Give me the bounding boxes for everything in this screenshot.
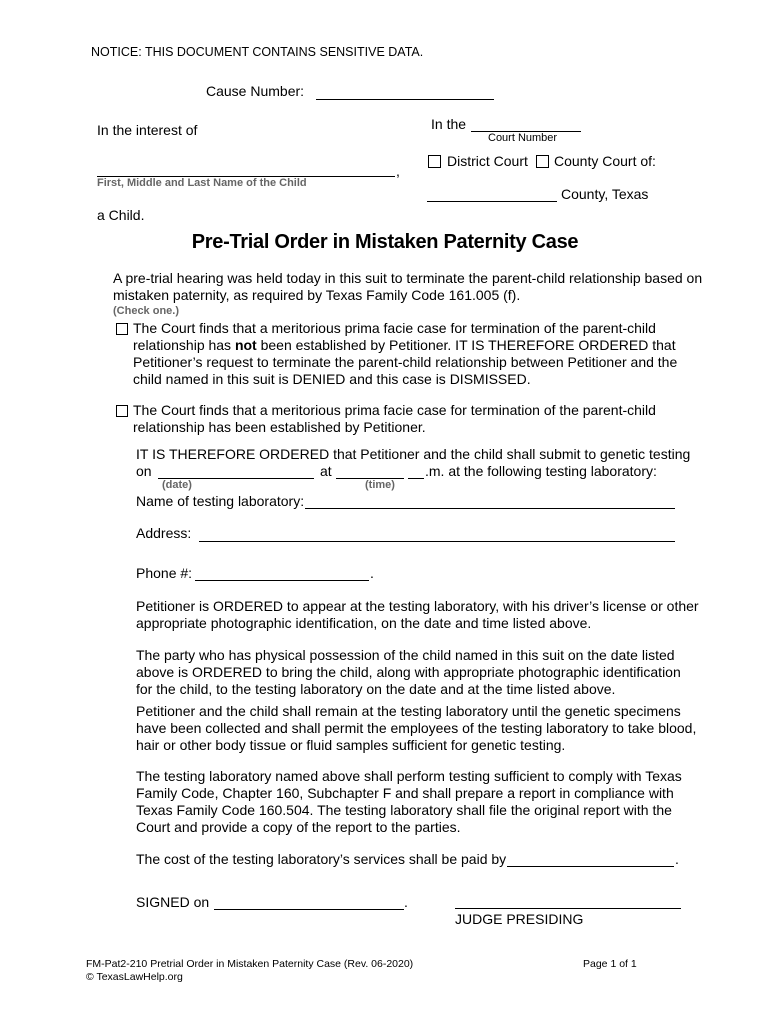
cost-label: The cost of the testing laboratory’s services shall be paid by — [136, 851, 507, 867]
lab-report-paragraph: The testing laboratory named above shall perform testing sufficient to comply with Texas Family Code, Chapter 160, Subchapter F and shall prepare a report in compliance with Texas Family Code 160.504. The testing laboratory shall file the original report with the Court and provide a copy of the report to the parties. — [136, 768, 682, 835]
phone-label: Phone #: — [136, 565, 193, 581]
genetic-testing-order: IT IS THEREFORE ORDERED that Petitioner and the child shall submit to genetic testing — [136, 446, 691, 462]
lab-name-field[interactable] — [305, 493, 675, 509]
option1-text-post: been established by Petitioner. IT IS THEREFORE ORDERED that Petitioner’s request to terminate the parent-child relationship between Petitioner and the child named in this suit is DENIED and this case is DISMISSED. — [133, 337, 678, 387]
check-one-label: (Check one.) — [113, 305, 180, 317]
child-name-caption: First, Middle and Last Name of the Child — [97, 177, 307, 189]
cause-number-field[interactable] — [316, 84, 494, 100]
court-number-field[interactable] — [471, 116, 581, 132]
page-title: Pre-Trial Order in Mistaken Paternity Case — [191, 231, 579, 253]
testing-date-field[interactable] — [158, 463, 314, 479]
interest-of-label: In the interest of — [97, 122, 198, 138]
sensitive-data-notice: NOTICE: THIS DOCUMENT CONTAINS SENSITIVE DATA. — [91, 45, 424, 59]
phone-period: . — [370, 565, 374, 581]
judge-presiding-label: JUDGE PRESIDING — [455, 911, 584, 927]
signed-period: . — [404, 894, 408, 910]
child-name-field[interactable] — [97, 161, 395, 177]
footer-page-number: Page 1 of 1 — [583, 958, 637, 970]
at-label: at — [320, 463, 332, 479]
option1-text-bold: not — [234, 337, 257, 353]
signed-on-label: SIGNED on — [136, 894, 210, 910]
footer-form-id: FM-Pat2-210 Pretrial Order in Mistaken Paternity Case (Rev. 06-2020) — [86, 958, 414, 970]
footer-copyright: © TexasLawHelp.org — [86, 971, 183, 983]
option1-text-pre: The Court finds that a meritorious prima facie case for termination of the parent-child relationship has — [133, 320, 656, 353]
county-court-checkbox[interactable] — [536, 155, 549, 168]
option-established-text: The Court finds that a meritorious prima facie case for termination of the parent-child relationship has been established by Petitioner. — [133, 402, 656, 435]
cost-period: . — [675, 851, 679, 867]
address-field[interactable] — [199, 526, 675, 542]
child-name-comma: , — [396, 163, 400, 179]
date-caption: (date) — [162, 479, 192, 491]
petitioner-appear-paragraph: Petitioner is ORDERED to appear at the testing laboratory, with his driver’s license or other appropriate photographic identification, on the date and time listed above. — [136, 598, 699, 631]
time-caption: (time) — [365, 479, 395, 491]
cost-payer-field[interactable] — [507, 851, 674, 867]
court-number-caption: Court Number — [488, 132, 558, 144]
county-texas-label: County, Texas — [561, 186, 649, 202]
remain-at-lab-paragraph: Petitioner and the child shall remain at the testing laboratory until the genetic specimens have been collected and shall permit the employees of the testing laboratory to take blood, hair or other body tissue or fluid samples sufficient for genetic testing. — [136, 703, 697, 753]
district-court-checkbox[interactable] — [428, 155, 441, 168]
option-not-established-text — [133, 320, 693, 388]
child-possession-paragraph: The party who has physical possession of the child named in this suit on the date listed above is ORDERED to bring the child, along with appropriate photographic identification for the child, to the testing laboratory on the date and at the time listed above. — [136, 647, 681, 697]
lab-name-label: Name of testing laboratory: — [136, 493, 305, 509]
a-child-label: a Child. — [97, 207, 145, 223]
m-label: .m. at the following testing laboratory: — [425, 463, 657, 479]
in-the-label: In the — [431, 116, 467, 132]
option-not-established-checkbox[interactable] — [116, 323, 128, 335]
am-pm-field[interactable] — [408, 463, 424, 479]
on-label: on — [136, 463, 152, 479]
county-name-field[interactable] — [427, 186, 557, 202]
option-established-checkbox[interactable] — [116, 405, 128, 417]
county-court-label: County Court of: — [554, 153, 656, 169]
district-court-label: District Court — [447, 153, 528, 169]
cause-number-label: Cause Number: — [206, 83, 305, 99]
judge-signature-line[interactable] — [455, 893, 681, 909]
intro-paragraph: A pre-trial hearing was held today in this suit to terminate the parent-child relationship based on mistaken paternity, as required by Texas Family Code 161.005 (f). — [113, 270, 703, 303]
testing-time-field[interactable] — [336, 463, 404, 479]
phone-field[interactable] — [195, 565, 369, 581]
address-label: Address: — [136, 525, 192, 541]
signed-date-field[interactable] — [214, 894, 404, 910]
